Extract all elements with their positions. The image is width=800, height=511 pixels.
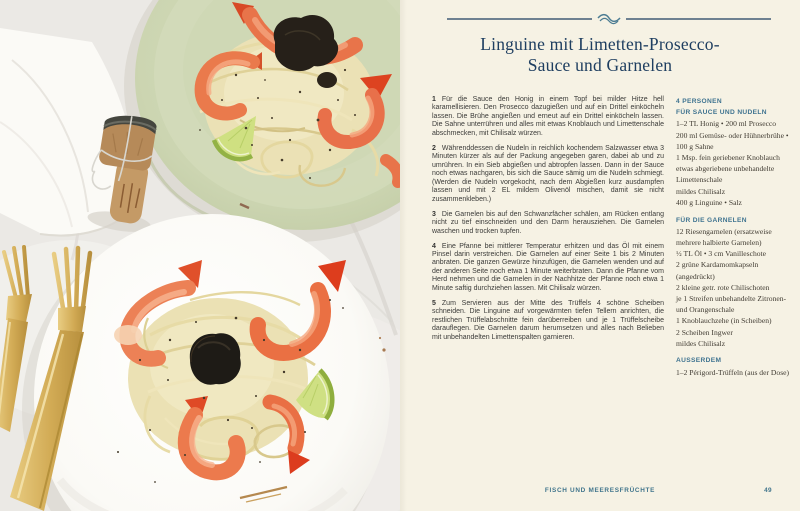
- ingredient-item: 2 Scheiben Ingwer: [676, 327, 733, 337]
- recipe-title: [418, 34, 782, 76]
- step-1: [432, 96, 664, 138]
- page-number: 49: [764, 487, 772, 494]
- ingredient-item: 2 kleine getr. rote Chilischoten: [676, 282, 770, 292]
- step-number: 3: [432, 210, 436, 218]
- recipe-page: [400, 0, 800, 511]
- recipe-body: [432, 96, 792, 378]
- ingredient-group-heading: AUSSERDEM: [676, 357, 722, 365]
- ingredient-group-heading: FÜR SAUCE UND NUDELN: [676, 109, 767, 117]
- step-5: [432, 300, 664, 342]
- ingredient-item: 1 Msp. fein geriebener Knoblauch: [676, 153, 780, 163]
- ingredient-group-garnelen: [676, 215, 794, 349]
- ingredient-item: je 1 Streifen unbehandelte Zitronen- und Orangenschale: [676, 293, 787, 315]
- ingredient-item: ½ TL Öl • 3 cm Vanilleschote: [676, 249, 767, 259]
- step-text: Für die Sauce den Honig in einem Topf bei milder Hitze hell karamellisieren. Den Prosecco dazugießen und auf ein Drittel einköcheln lassen. Die Brühe angießen und erneut auf ein Drittel einköcheln lassen. Die Sahne unterrühren und alles mit etwas Knoblauch und Limettenschale abschmecken, mit Chilisalz würzen.: [432, 96, 664, 137]
- instructions-column: [432, 96, 664, 378]
- ingredient-item: 12 Riesengarnelen (ersatzweise mehrere halbierte Garnelen): [676, 226, 772, 247]
- step-2: [432, 145, 664, 204]
- ingredient-item: 200 ml Gemüse- oder Hühnerbrühe • 100 g Sahne: [676, 130, 789, 151]
- step-text: Die Garnelen bis auf den Schwanzfächer schälen, am Rücken entlang nicht zu tief einschneiden und den Darm herausziehen. Die Garnelen waschen und trocken tupfen.: [432, 210, 664, 235]
- step-number: 4: [432, 242, 436, 250]
- ingredient-item: mildes Chilisalz: [676, 338, 726, 348]
- chapter-footer: FISCH UND MEERESFRÜCHTE: [544, 487, 656, 494]
- servings-label: 4 PERSONEN: [676, 98, 723, 105]
- wave-icon: [596, 13, 622, 25]
- truffle-slice: [190, 333, 241, 384]
- ornament-rule-right: [626, 18, 771, 20]
- ingredient-group-ausserdem: [676, 355, 794, 377]
- ingredients-column: [676, 96, 794, 378]
- ingredient-group-sauce: [676, 107, 794, 208]
- ingredient-item: mildes Chilisalz: [676, 186, 726, 196]
- step-3: [432, 211, 664, 236]
- recipe-title-line2: Sauce und Garnelen: [527, 55, 673, 75]
- step-text: Eine Pfanne bei mittlerer Temperatur erhitzen und das Öl mit einem Pinsel darin verstreichen. Die Garnelen auf einer Seite 1 bis 2 Minuten anbraten. Die ganzen Gewürze hinzufügen, die Garnelen wenden und auf der anderen Seite noch etwa 1 Minute weiterbraten. Dann die Pfanne vom Herd nehmen und die Garnelen in der Nachhitze der Pfanne noch etwa 1 Minute saftig durchziehen lassen. Mit Chilisalz würzen.: [432, 242, 664, 292]
- step-text: Zum Servieren aus der Mitte des Trüffels 4 schöne Scheiben schneiden. Die Linguine auf vorgewärmten tiefen Tellern anrichten, die restlichen Trüffelabschnitte fein darüberreiben und je 1 Trüffelscheibe darauflegen. Die Garnelen darum herumsetzen und alles nach Belieben mit unbehandelten Limettenspalten garnieren.: [432, 299, 664, 341]
- step-number: 1: [432, 96, 436, 103]
- ingredient-item: 1 Knoblauchzehe (in Scheiben): [676, 316, 772, 326]
- ingredient-group-heading: FÜR DIE GARNELEN: [676, 216, 747, 224]
- ingredient-item: 2 grüne Kardamomkapseln (angedrückt): [676, 260, 759, 281]
- ingredient-item: etwas abgeriebene unbehandelte Limettenschale: [676, 164, 775, 185]
- step-4: [432, 243, 664, 294]
- step-number: 2: [432, 144, 436, 152]
- ingredient-item: 1–2 Périgord-Trüffeln (aus der Dose): [676, 367, 790, 377]
- step-number: 5: [432, 299, 436, 307]
- ingredient-item: 1–2 TL Honig • 200 ml Prosecco: [676, 119, 777, 129]
- step-text: Währenddessen die Nudeln in reichlich kochendem Salzwasser etwa 3 Minuten kürzer als auf der Packung angegeben garen, dabei ab und zu umrühren. In ein Sieb abgießen und abtropfen lassen. Dann in der Sauce noch etwas nachgaren, bis sich die Sauce sämig um die Nudeln schmiegt. (Werden die Nudeln vorgekocht, nach dem Abgießen kurz ausdampfen lassen und mit 2 EL mildem Olivenöl mischen, damit sie nicht zusammenkleben.): [432, 144, 664, 203]
- header-ornament: [447, 13, 771, 25]
- ingredient-item: 400 g Linguine • Salz: [676, 197, 742, 207]
- ornament-rule-left: [447, 18, 592, 20]
- recipe-title-line1: Linguine mit Limetten-Prosecco-: [480, 34, 720, 54]
